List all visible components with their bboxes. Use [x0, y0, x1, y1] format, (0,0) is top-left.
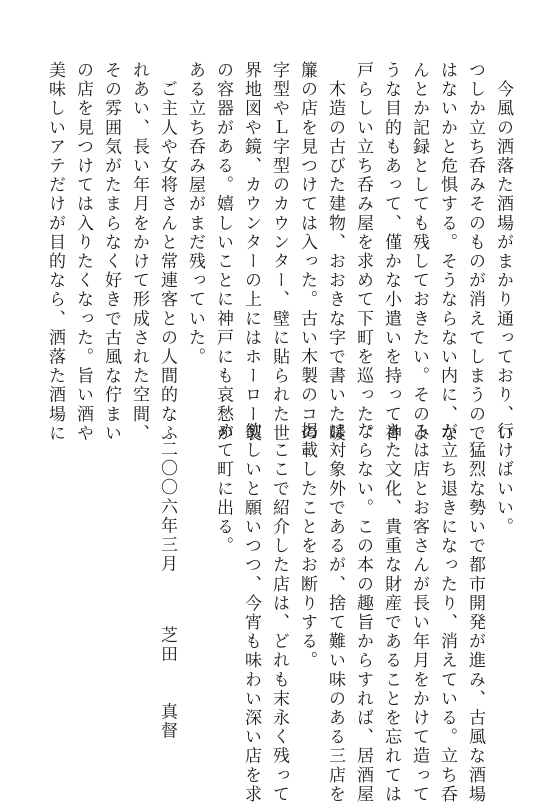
bottom-column-2: 猛烈な勢いで都市開発が進み、古風な酒場 [465, 422, 485, 804]
bottom-column-1: 行けばいい。 [493, 422, 513, 537]
top-column-6: 戸らしい立ち呑み屋を求めて下町を巡った。 [353, 61, 373, 443]
top-column-8: 簾の店を見つけては入った。古い木製のコの [297, 61, 317, 443]
bottom-column-3: が立ち退きになったり、消えている。立ち呑 [437, 422, 457, 804]
top-column-16: の店を見つけては入りたくなった。旨い酒や [73, 61, 93, 443]
top-column-9: 字型やＬ字型のカウンター、壁に貼られた世 [269, 61, 289, 443]
top-column-11: の容器がある。嬉しいことに神戸にも哀愁が [213, 61, 233, 443]
bottom-column-9: ここで紹介した店は、どれも末永く残って [269, 422, 289, 804]
top-column-13: ご主人や女将さんと常連客との人間的なふ [157, 61, 177, 443]
bottom-column-5: きた文化、貴重な財産であることを忘れては [381, 422, 401, 804]
top-column-10: 界地図や鏡、カウンターの上にはホーロー製 [241, 61, 261, 443]
top-column-1: 今風の洒落た酒場がまかり通っており、い [493, 61, 513, 443]
bottom-column-10: 欲しいと願いつつ、今宵も味わい深い店を求 [241, 422, 261, 804]
top-column-14: れあい、長い年月をかけて形成された空間、 [129, 61, 149, 443]
top-column-15: その雰囲気がたまらなく好きで古風な佇まい [101, 61, 121, 443]
bottom-column-7: は対象外であるが、捨て難い味のある三店を [325, 422, 345, 804]
bottom-column-8: 掲載したことをお断りする。 [297, 422, 317, 671]
top-column-7: 木造の古びた建物、おおきな字で書いた暖 [325, 61, 345, 443]
top-column-5: うな目的もあって、僅かな小遣いを持って神 [381, 61, 401, 443]
bottom-column-6: ならない。この本の趣旨からすれば、居酒屋 [353, 422, 373, 804]
top-column-12: ある立ち呑み屋がまだ残っていた。 [185, 61, 205, 367]
bottom-column-11: めて町に出る。 [213, 422, 233, 556]
date-line: 二〇〇六年三月 [157, 440, 177, 574]
top-column-3: はないかと危惧する。そうならない内に、な [437, 61, 457, 443]
bottom-column-4: みは店とお客さんが長い年月をかけて造って [409, 422, 429, 804]
top-column-17: 美味しいアテだけが目的なら、洒落た酒場に [45, 61, 65, 443]
author-signature: 芝田 真督 [157, 626, 177, 741]
top-column-4: んとか記録としても残しておきたい。そのよ [409, 61, 429, 443]
top-column-2: つしか立ち呑みそのものが消えてしまうので [465, 61, 485, 443]
